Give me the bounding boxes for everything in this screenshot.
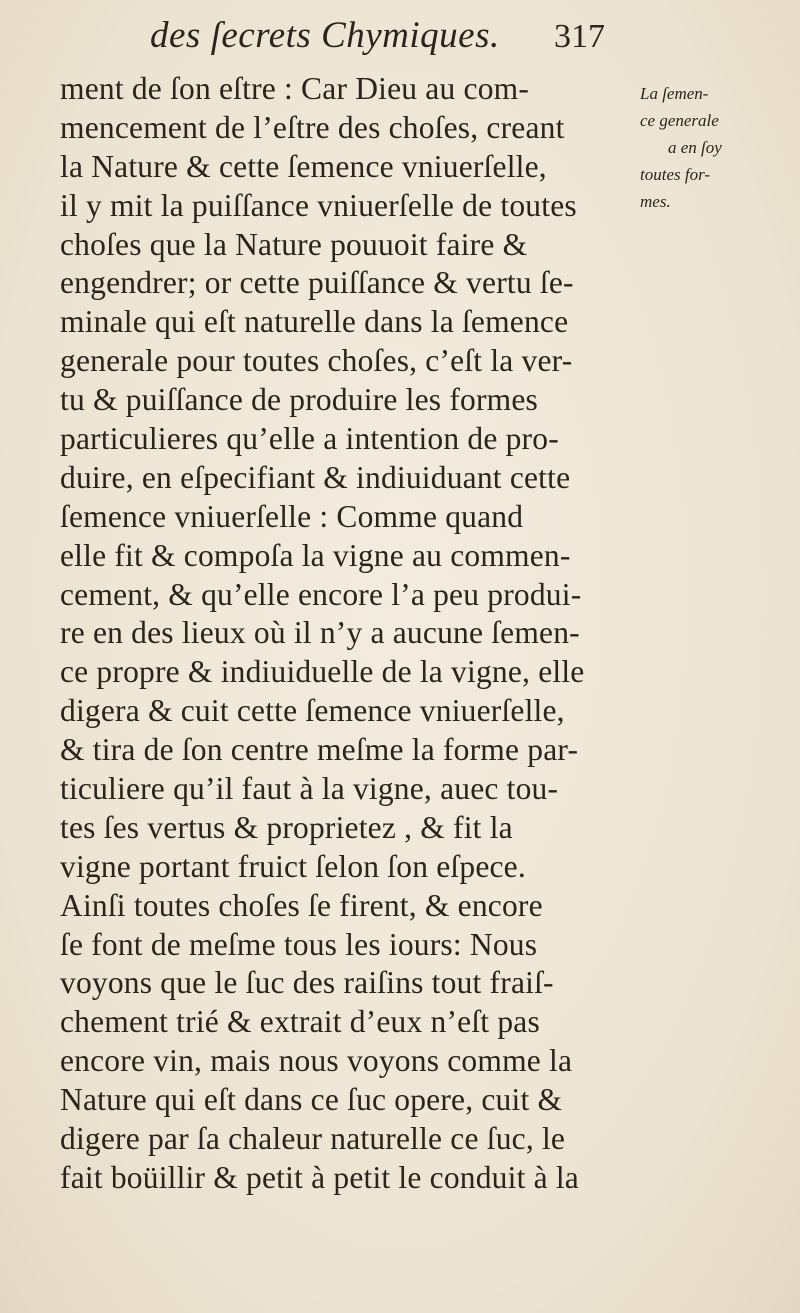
text-line: Ainſi toutes choſes ſe firent, & encore xyxy=(60,887,543,923)
marginal-note-line: mes. xyxy=(640,192,671,211)
text-line: elle fit & compoſa la vigne au commen- xyxy=(60,537,571,573)
marginal-note-line: a en ſoy xyxy=(668,138,722,157)
text-line: digere par ſa chaleur naturelle ce ſuc, le xyxy=(60,1121,566,1157)
text-line: encore vin, mais nous voyons comme la xyxy=(60,1043,573,1079)
marginal-note-line: La ſemen- xyxy=(640,84,709,103)
page-number: 317 xyxy=(554,18,605,55)
text-line: digera & cuit cette ſemence vniuerſelle, xyxy=(60,693,565,729)
text-line: tu & puiſſance de produire les formes xyxy=(60,382,539,418)
text-line: voyons que le ſuc des raiſins tout fraiſ- xyxy=(60,965,554,1001)
text-line: generale pour toutes choſes, c’eſt la ver- xyxy=(60,343,573,379)
marginal-note-line: toutes for- xyxy=(640,165,711,184)
text-line: ce propre & indiuiduelle de la vigne, elle xyxy=(60,654,585,690)
text-line: il y mit la puiſſance vniuerſelle de toutes xyxy=(60,187,577,223)
text-line: tes ſes vertus & proprietez , & fit la xyxy=(60,809,513,845)
text-line: ſemence vniuerſelle : Comme quand xyxy=(60,498,524,534)
text-line: fait boüillir & petit à petit le conduit à la xyxy=(60,1159,579,1195)
text-line: Nature qui eſt dans ce ſuc opere, cuit & xyxy=(60,1082,563,1118)
text-line: choſes que la Nature pouuoit faire & xyxy=(60,226,528,262)
text-line: particulieres qu’elle a intention de pro- xyxy=(60,421,559,457)
text-line: & tira de ſon centre meſme la forme par- xyxy=(60,732,579,768)
text-line: vigne portant fruict ſelon ſon eſpece. xyxy=(60,848,526,884)
text-line: chement trié & extrait d’eux n’eſt pas xyxy=(60,1004,540,1040)
text-line: re en des lieux où il n’y a aucune ſemen- xyxy=(60,615,580,651)
text-line: minale qui eſt naturelle dans la ſemence xyxy=(60,304,569,340)
text-line: ment de ſon eſtre : Car Dieu au com- xyxy=(60,71,530,106)
text-line: ticuliere qu’il faut à la vigne, auec tou- xyxy=(60,771,559,807)
running-title: des ſecrets Chymiques. xyxy=(150,15,500,56)
body-text xyxy=(60,70,620,1198)
page-header xyxy=(0,14,800,64)
text-line: ſe font de meſme tous les iours: Nous xyxy=(60,926,538,962)
marginal-note-line: ce generale xyxy=(640,111,719,130)
marginal-note xyxy=(640,80,790,215)
text-line: mencement de l’eſtre des choſes, creant xyxy=(60,109,565,145)
text-line: cement, & qu’elle encore l’a peu produi- xyxy=(60,576,582,612)
text-line: la Nature & cette ſemence vniuerſelle, xyxy=(60,148,547,184)
text-line: duire, en eſpecifiant & indiuiduant cette xyxy=(60,459,571,495)
text-line: engendrer; or cette puiſſance & vertu ſe- xyxy=(60,265,574,301)
